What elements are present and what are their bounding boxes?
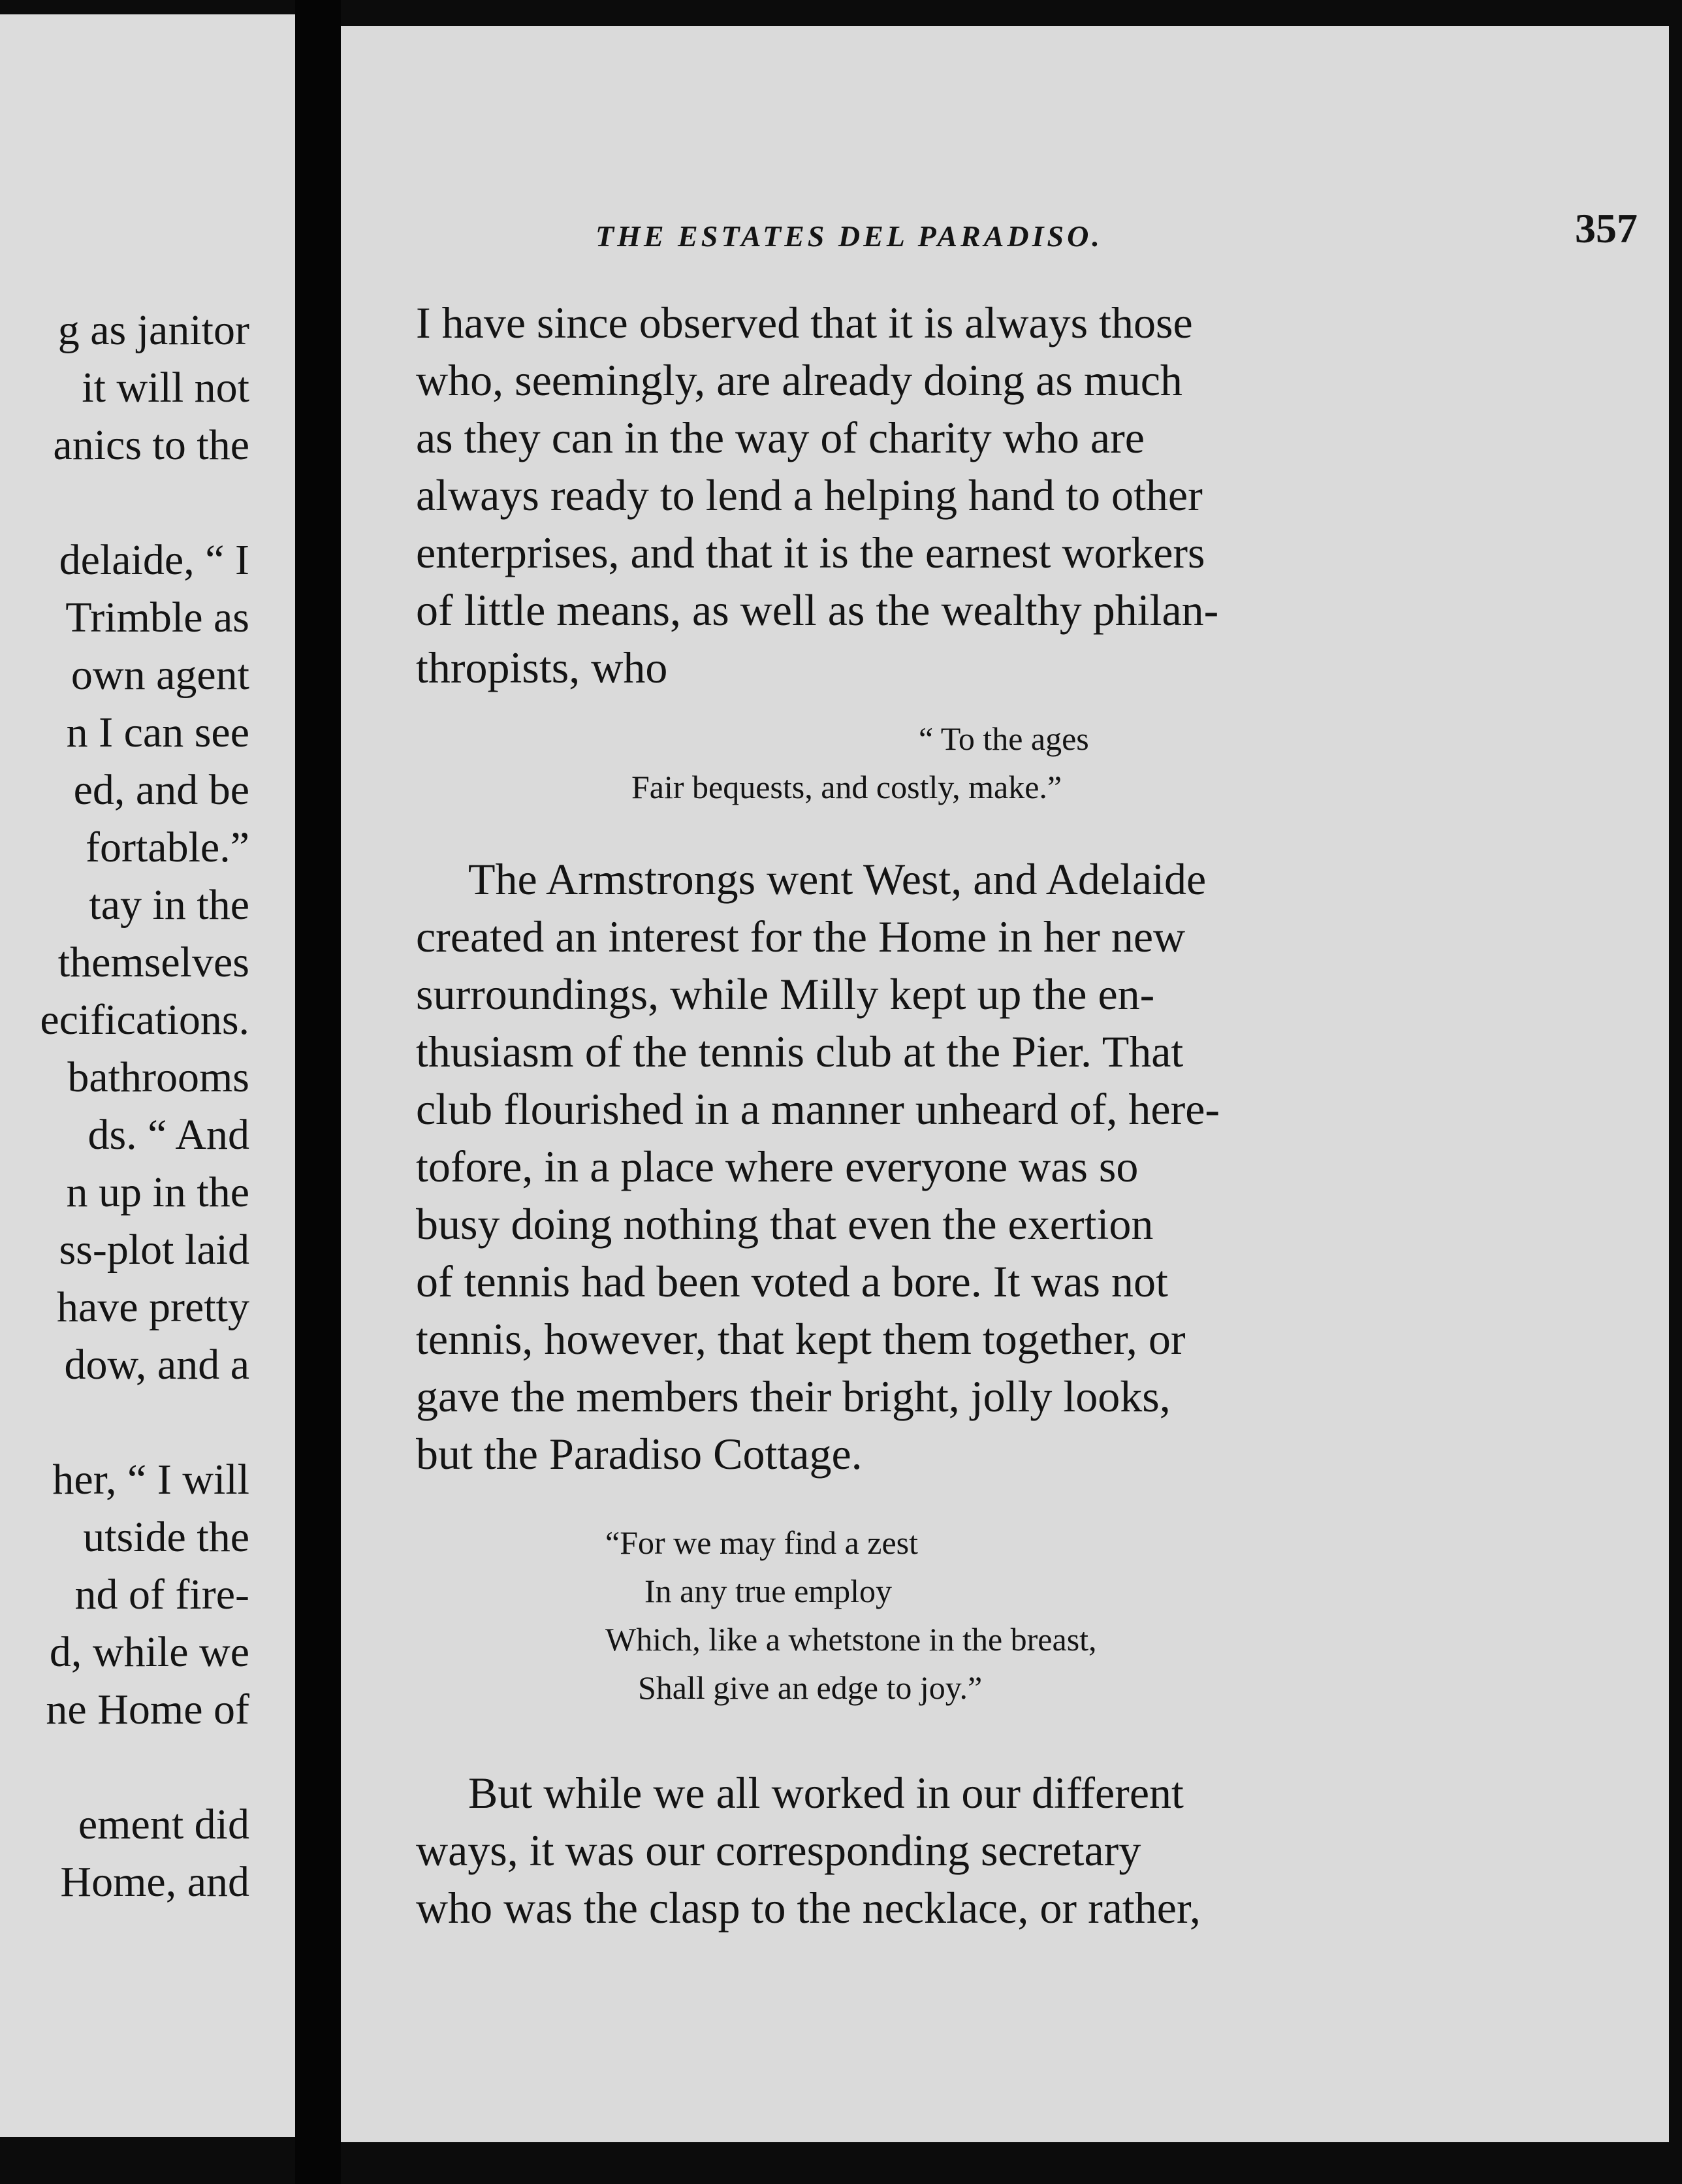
text-line: always ready to lend a helping hand to other <box>416 470 1203 520</box>
text-line: thusiasm of the tennis club at the Pier. That <box>416 1027 1184 1076</box>
text-line: fortable.” <box>85 824 249 871</box>
text-line: dow, and a <box>64 1341 249 1389</box>
paragraph <box>416 850 1405 1483</box>
text-line: I have since observed that it is always those <box>416 298 1193 347</box>
text-line: n I can see <box>66 709 249 756</box>
text-line: tofore, in a place where everyone was so <box>416 1142 1139 1191</box>
text-line: who, seemingly, are already doing as much <box>416 355 1182 405</box>
paragraph <box>416 1764 1405 1936</box>
text-line: n up in the <box>66 1168 249 1216</box>
text-line: busy doing nothing that even the exertion <box>416 1199 1154 1249</box>
text-line: have pretty <box>56 1283 249 1331</box>
text-line: utside the <box>83 1513 249 1561</box>
previous-page-fragment <box>0 14 295 2137</box>
page-header <box>595 199 1682 271</box>
text-line: ss-plot laid <box>59 1226 249 1274</box>
verse-quote <box>416 715 1405 811</box>
text-line: bathrooms <box>67 1053 249 1101</box>
text-line: Home, and <box>60 1858 249 1906</box>
verse-line: In any true employ <box>644 1573 893 1609</box>
text-line: gave the members their bright, jolly looks, <box>416 1372 1171 1421</box>
text-line: d, while we <box>49 1628 249 1676</box>
text-line: ne Home of <box>46 1686 249 1733</box>
text-line: but the Paradiso Cottage. <box>416 1429 863 1479</box>
page-gutter <box>295 0 341 2184</box>
previous-page-text <box>40 302 249 1911</box>
verse-line: “ To the ages <box>919 720 1089 757</box>
text-line: ed, and be <box>73 766 249 814</box>
text-line: The Armstrongs went West, and Adelaide <box>468 854 1207 904</box>
text-line: of little means, as well as the wealthy philan- <box>416 585 1219 635</box>
verse-line: “For we may find a zest <box>605 1524 919 1561</box>
text-line: ways, it was our corresponding secretary <box>416 1825 1141 1875</box>
blank-line <box>40 474 249 532</box>
text-line: as they can in the way of charity who are <box>416 413 1145 462</box>
page-body <box>416 294 1405 1936</box>
text-line: her, “ I will <box>52 1456 249 1503</box>
text-line: Trimble as <box>65 594 249 641</box>
text-line: ement did <box>78 1801 249 1848</box>
text-line: nd of fire- <box>74 1571 249 1618</box>
text-line: created an interest for the Home in her new <box>416 912 1186 961</box>
text-line: ecifications. <box>40 996 249 1044</box>
blank-line <box>40 1394 249 1451</box>
text-line: club flourished in a manner unheard of, here- <box>416 1084 1220 1134</box>
text-line: But while we all worked in our different <box>468 1768 1184 1818</box>
running-head: THE ESTATES DEL PARADISO. <box>595 219 1103 253</box>
text-line: delaide, “ I <box>59 536 249 584</box>
text-line: themselves <box>57 939 249 986</box>
text-line: g as janitor <box>57 306 249 354</box>
text-line: it will not <box>82 364 249 411</box>
text-line: who was the clasp to the necklace, or rather, <box>416 1883 1201 1933</box>
verse-line: Fair bequests, and costly, make.” <box>631 769 1062 805</box>
text-line: own agent <box>71 651 249 699</box>
text-line: tay in the <box>89 881 249 929</box>
paragraph <box>416 294 1405 696</box>
verse-quote <box>416 1518 1405 1712</box>
text-line: thropists, who <box>416 643 668 692</box>
text-line: of tennis had been voted a bore. It was not <box>416 1257 1168 1306</box>
text-line: ds. “ And <box>87 1111 249 1159</box>
text-line: enterprises, and that it is the earnest workers <box>416 528 1205 577</box>
text-line: anics to the <box>53 421 249 469</box>
text-line: surroundings, while Milly kept up the en- <box>416 969 1155 1019</box>
page-number: 357 <box>1575 205 1638 251</box>
text-line: tennis, however, that kept them together, or <box>416 1314 1186 1364</box>
current-page <box>341 26 1669 2142</box>
blank-line <box>40 1739 249 1796</box>
verse-line: Shall give an edge to joy.” <box>638 1669 983 1706</box>
verse-line: Which, like a whetstone in the breast, <box>605 1621 1097 1658</box>
